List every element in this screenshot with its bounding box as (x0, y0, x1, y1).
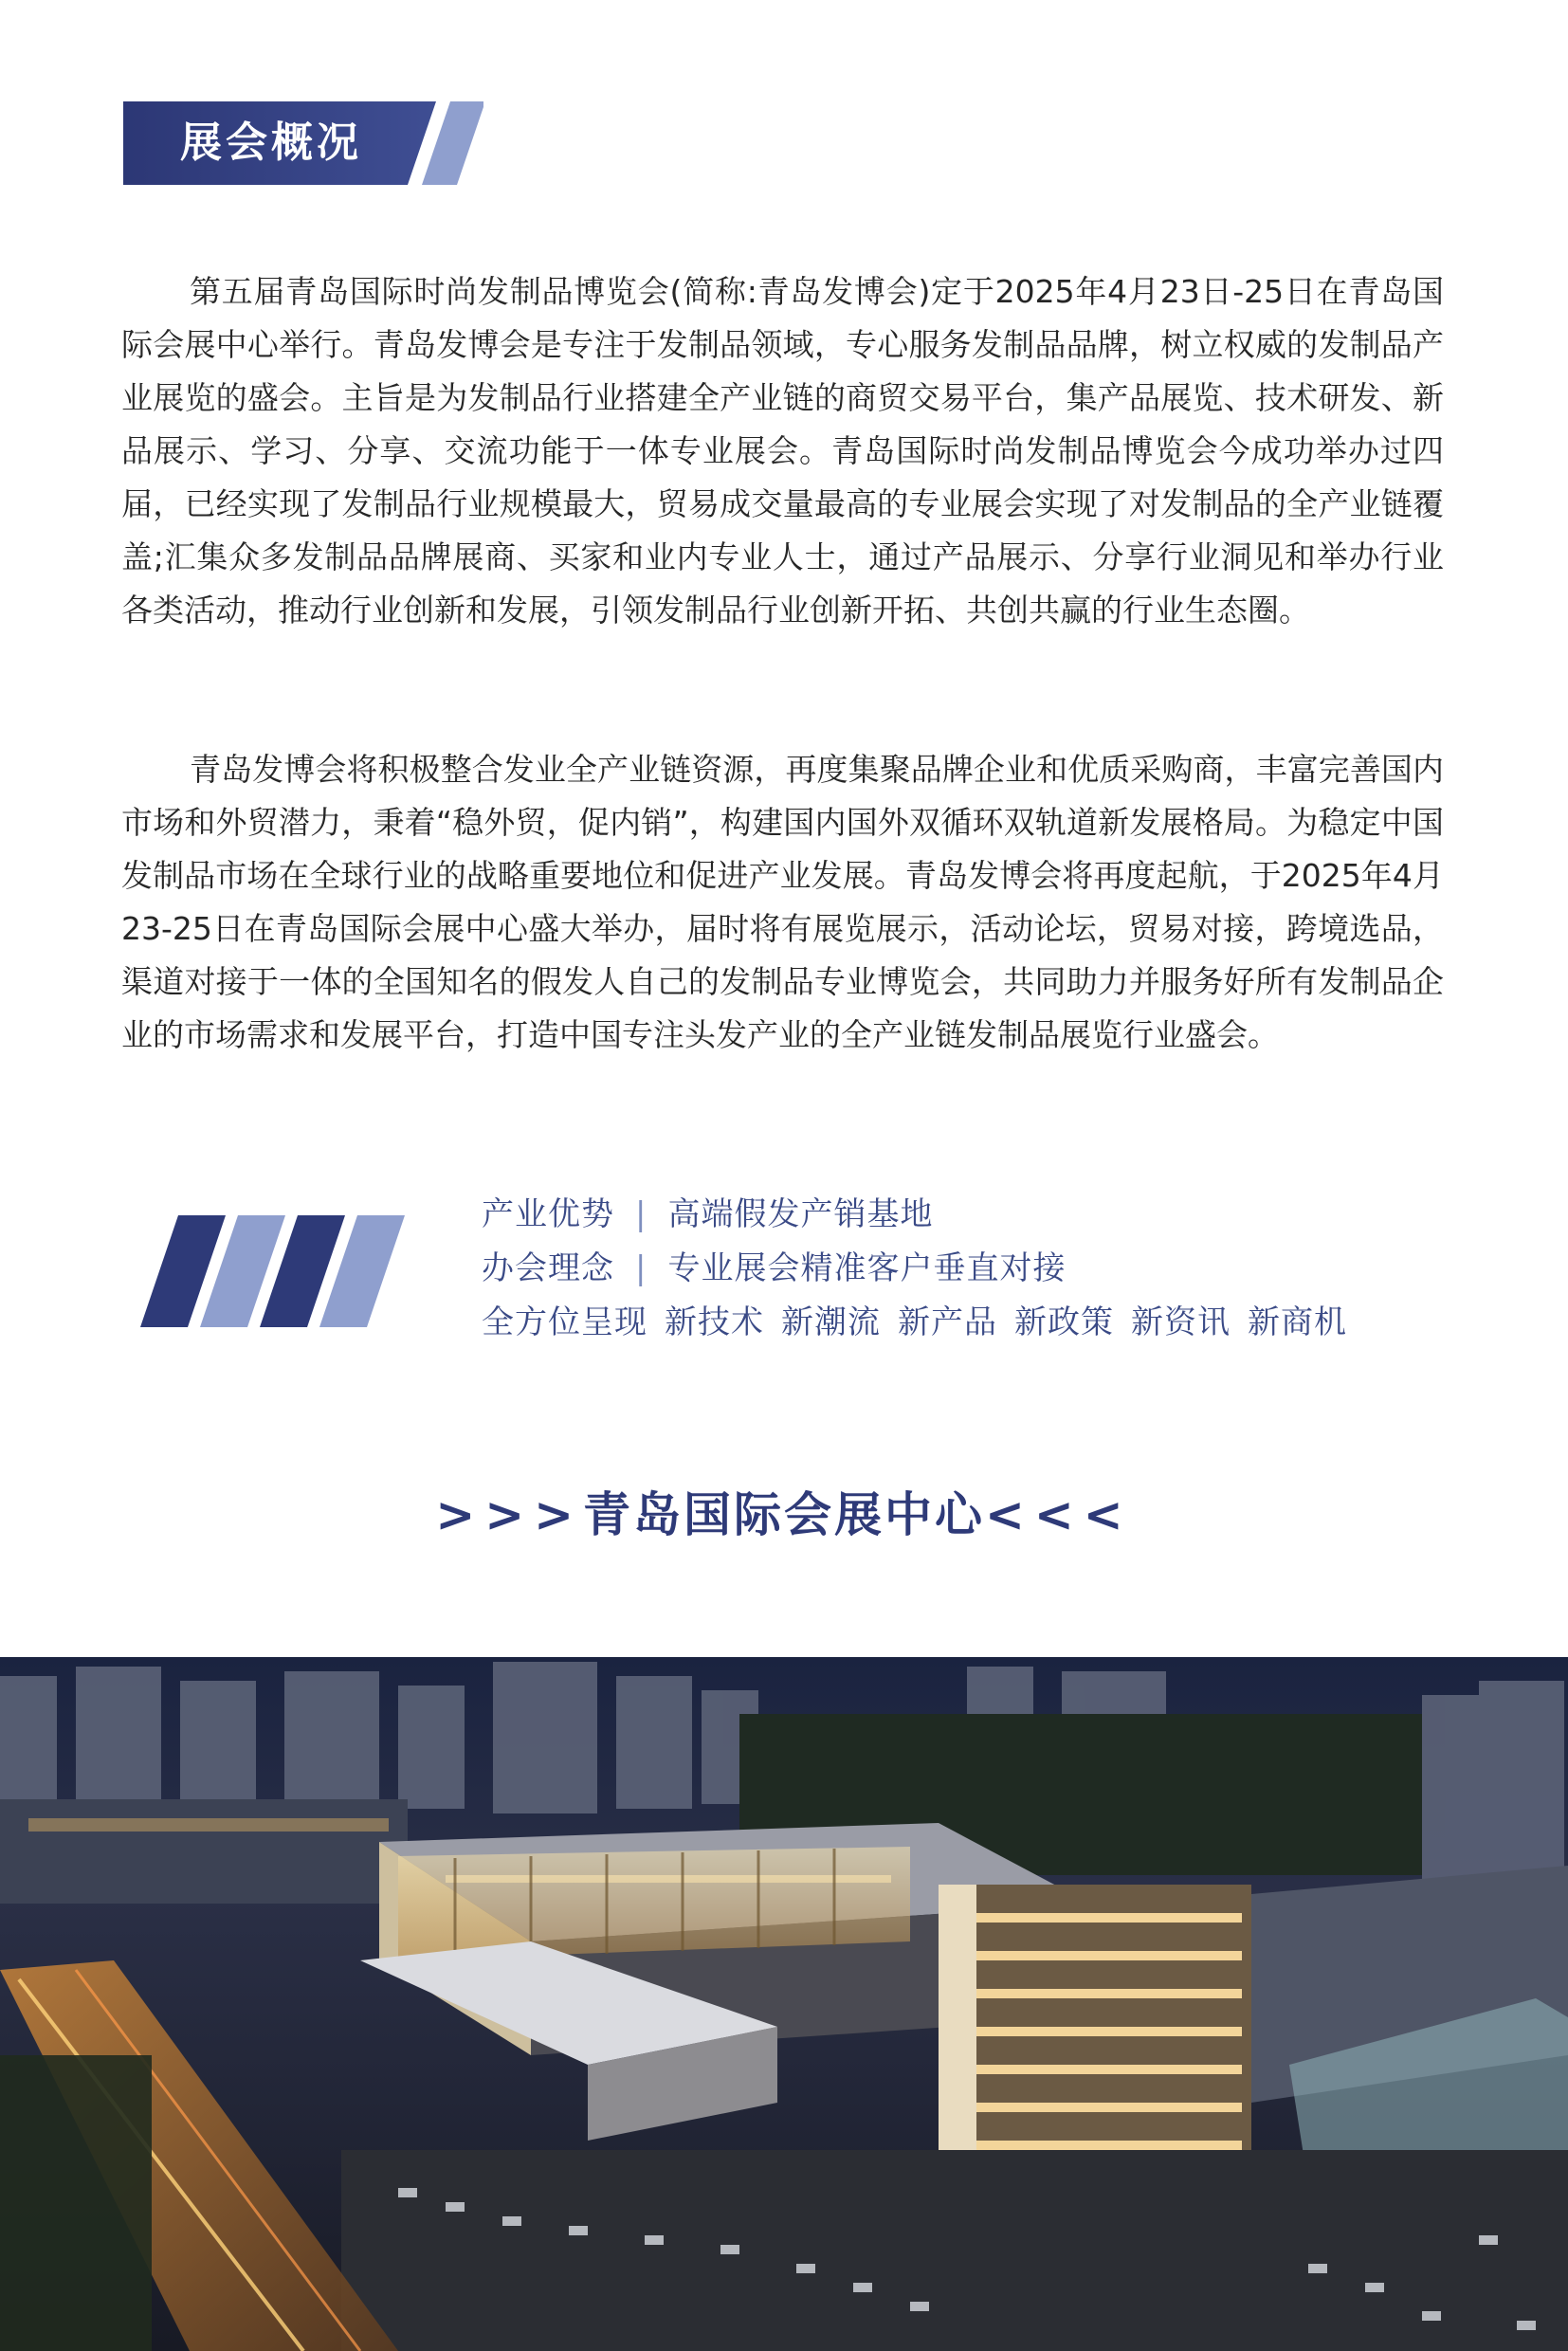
venue-night-photo (0, 1657, 1568, 2351)
intro-paragraph-1: 第五届青岛国际时尚发制品博览会(简称:青岛发博会)定于2025年4月23日-25日在青岛国际会展中心举行。青岛发博会是专注于发制品领域，专心服务发制品品牌，树立权威的发制品产业展览的盛会。主旨是为发制品行业搭建全产业链的商贸交易平台，集产品展览、技术研发、新品展示、学习、分享、交流功能于一体专业展会。青岛国际时尚发制品博览会今成功举办过四届，已经实现了发制品行业规模最大，贸易成交量最高的专业展会实现了对发制品的全产业链覆盖;汇集众多发制品品牌展商、买家和业内专业人士，通过产品展示、分享行业洞见和举办行业各类活动，推动行业创新和发展，引领发制品行业创新开拓、共创共赢的行业生态圈。 (121, 273, 1444, 629)
feature-separator: | (635, 1195, 647, 1233)
section-title-banner (123, 101, 483, 185)
feature-item: 新政策 (1014, 1303, 1114, 1341)
feature-item: 新技术 (665, 1303, 764, 1341)
feature-item: 新资讯 (1131, 1303, 1231, 1341)
venue-name: 青岛国际会展中心 (583, 1487, 985, 1542)
feature-value: 专业展会精准客户垂直对接 (667, 1249, 1067, 1287)
feature-item: 新潮流 (781, 1303, 881, 1341)
feature-value: 高端假发产销基地 (667, 1195, 934, 1233)
right-arrows: <<< (985, 1487, 1133, 1542)
decorative-stripes (140, 1215, 415, 1327)
feature-row-philosophy (482, 1242, 1364, 1296)
intro-paragraph-2: 青岛发博会将积极整合发业全产业链资源，再度集聚品牌企业和优质采购商，丰富完善国内市场和外贸潜力，秉着“稳外贸，促内销”，构建国内国外双循环双轨道新发展格局。为稳定中国发制品市场在全球行业的战略重要地位和促进产业发展。青岛发博会将再度起航，于2025年4月23-25日在青岛国际会展中心盛大举办，届时将有展览展示，活动论坛，贸易对接，跨境选品，渠道对接于一体的全国知名的假发人自己的发制品专业博览会，共同助力并服务好所有发制品企业的市场需求和发展平台，打造中国专注头发产业的全产业链发制品展览行业盛会。 (121, 751, 1444, 1053)
feature-separator: | (635, 1249, 647, 1287)
features-list (482, 1188, 1364, 1350)
feature-row-advantage (482, 1188, 1364, 1242)
feature-item: 新产品 (898, 1303, 997, 1341)
venue-heading (0, 1477, 1568, 1545)
feature-item: 新商机 (1248, 1303, 1347, 1341)
venue-photo-illustration (0, 1657, 1568, 2351)
feature-label: 全方位呈现 (482, 1303, 647, 1341)
left-arrows: >>> (435, 1487, 583, 1542)
feature-label: 产业优势 (482, 1195, 614, 1233)
feature-label: 办会理念 (482, 1249, 614, 1287)
section-title: 展会概况 (180, 118, 362, 167)
feature-row-presentation (482, 1296, 1364, 1350)
